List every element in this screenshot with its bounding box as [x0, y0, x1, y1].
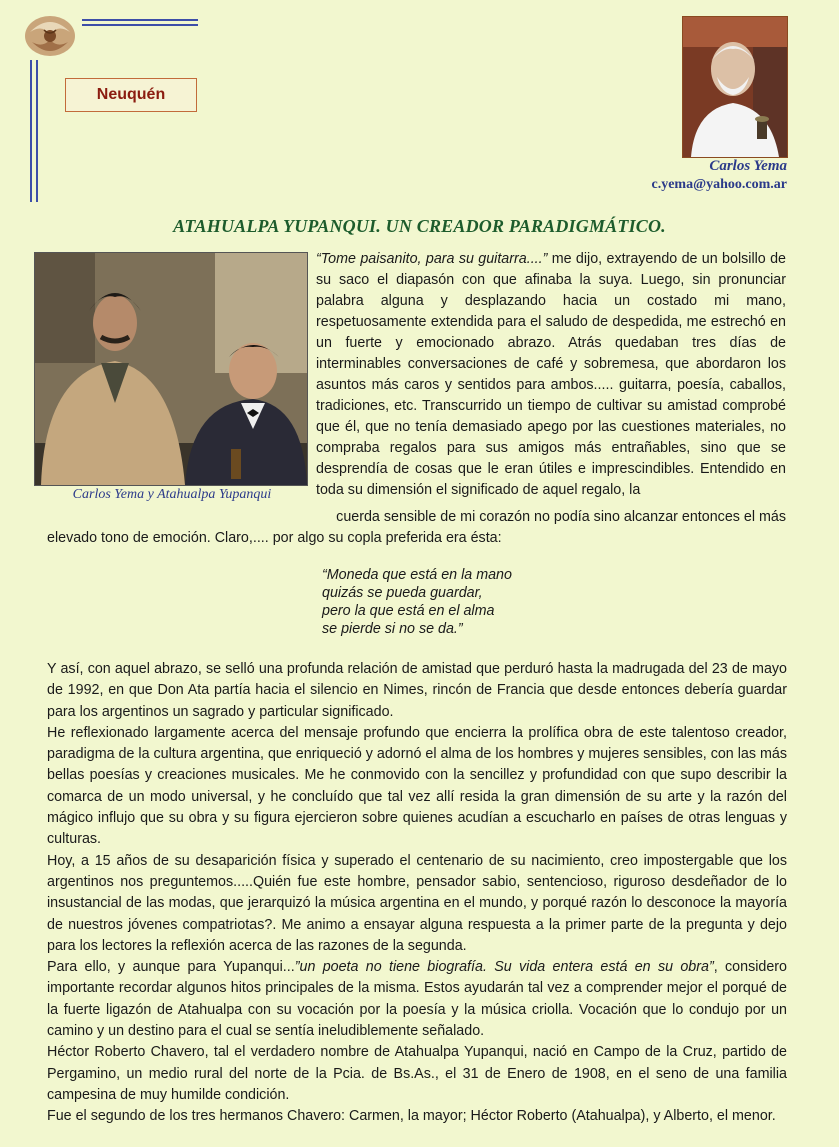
side-rule: [30, 60, 32, 202]
photo-caption: Carlos Yema y Atahualpa Yupanqui: [72, 487, 272, 502]
intro-quote: “Tome paisanito, para su guitarra....”: [316, 251, 548, 267]
body-paragraph: Héctor Roberto Chavero, tal el verdadero nombre de Atahualpa Yupanqui, nació en Campo de la Cruz, partido de Pergamino, un medio rural del norte de la Pcia. de Bs.As., el 31 de Enero de 1908, en el seno de una familia campesina de muy humilde condición.: [47, 1044, 787, 1103]
para5-quote: ”un poeta no tiene biografía. Su vida entera está en su obra”: [294, 959, 714, 976]
intro-continuation: cuerda sensible de mi corazón no podía sino alcanzar entonces el más: [336, 509, 786, 525]
body-paragraph: [47, 957, 787, 1042]
side-rule: [36, 60, 38, 202]
verse-line: pero la que está en el alma: [322, 603, 495, 619]
body-paragraph: Hoy, a 15 años de su desaparición física y superado el centenario de su nacimiento, creo impostergable que los argentinos nos preguntemos.....Quién fue este hombre, pensador sabio, sentencioso, riguroso desdeñador de lo insustancial de las modas, que jerarquizó la música argentina en el mundo, y porqué razón lo desconoce la mayoría de nuestros jóvenes compatriotas?. Me animo a ensayar alguna respuesta a la primer parte de la pregunta y dejo para los lectores la reflexión acerca de las razones de la segunda.: [47, 852, 787, 954]
author-portrait: [682, 16, 788, 158]
intro-paragraph: [316, 249, 786, 501]
author-name: Carlos Yema: [709, 158, 787, 174]
verse-line: quizás se pueda guardar,: [322, 585, 483, 601]
section-label: Neuquén: [65, 78, 197, 112]
verse-line: “Moneda que está en la mano: [322, 567, 512, 583]
body-paragraph: Fue el segundo de los tres hermanos Chavero: Carmen, la mayor; Héctor Roberto (Atahualpa), y Alberto, el menor.: [47, 1108, 776, 1125]
article-title: ATAHUALPA YUPANQUI. UN CREADOR PARADIGMÁTICO.: [173, 216, 666, 236]
intro-text: me dijo, extrayendo de un bolsillo de su saco el diapasón con que afinaba la suya. Luego, sin pronunciar palabra alguna y desplazando hacia un costado mi mano, respetuosamente extendida para el saludo de despedida, me estrechó en un fuerte y emocionado abrazo. Atrás quedaban tres días de interminables conversaciones de café y sobremesa, que abordaron los asuntos más caros y sentidos para ambos..... guitarra, poesía, caballos, tradiciones, etc. Transcurrido un tiempo de cultivar su amistad comprobé que él, que no tenía demasiado apego por las cuestiones materiales, no compraba regalos para sus amigos más entrañables, sino que se desprendía de cosas que le eran útiles e imprescindibles. Entendido en toda su dimensión el significado de aquel regalo, la: [316, 251, 786, 498]
verse-block: [322, 566, 512, 638]
body-paragraph: He reflexionado largamente acerca del mensaje profundo que encierra la prolífica obra de este talentoso creador, paradigma de la cultura argentina, que enriqueció y adornó el alma de los hombres y mujeres sensibles, con las más bellas poesías y creaciones musicales. Me he conmovido con la sencillez y profundidad con que supo describir la comarca de un modo universal, y he concluído que tal vez allí resida la gran dimensión de su arte y la razón del mágico influjo que su obra y su figura ejercieron sobre quienes acudían a escucharlo en países de otras lenguas y culturas.: [47, 724, 787, 848]
para5-rest: , considero importante recordar algunos hitos principales de la misma. Estos ayudarán tal vez a comprender mejor el porqué de la fuerte ligazón de Atahualpa con su vocación por la poesía y la música criolla. Vocación que lo condujo por un camino y un destino para el cual se sentía ineludiblemente señalado.: [47, 959, 788, 1040]
article-photo: [34, 252, 308, 486]
header-rule: [82, 24, 198, 26]
intro-ending: elevado tono de emoción. Claro,.... por algo su copla preferida era ésta:: [47, 530, 502, 546]
verse-line: se pierde si no se da.”: [322, 621, 463, 637]
para5-lead: Para ello, y aunque para Yupanqui...: [47, 959, 295, 976]
body-paragraph: Y así, con aquel abrazo, se selló una profunda relación de amistad que perduró hasta la madrugada del 23 de mayo de 1992, en que Don Ata partía hacia el silencio en Nimes, rincón de Francia que desde entonces debería guardar para los argentinos un sagrado y particular significado.: [47, 661, 787, 720]
header-rule: [82, 19, 198, 21]
article-body: [47, 659, 787, 1128]
magazine-logo: [22, 10, 78, 60]
author-email[interactable]: c.yema@yahoo.com.ar: [651, 177, 787, 192]
